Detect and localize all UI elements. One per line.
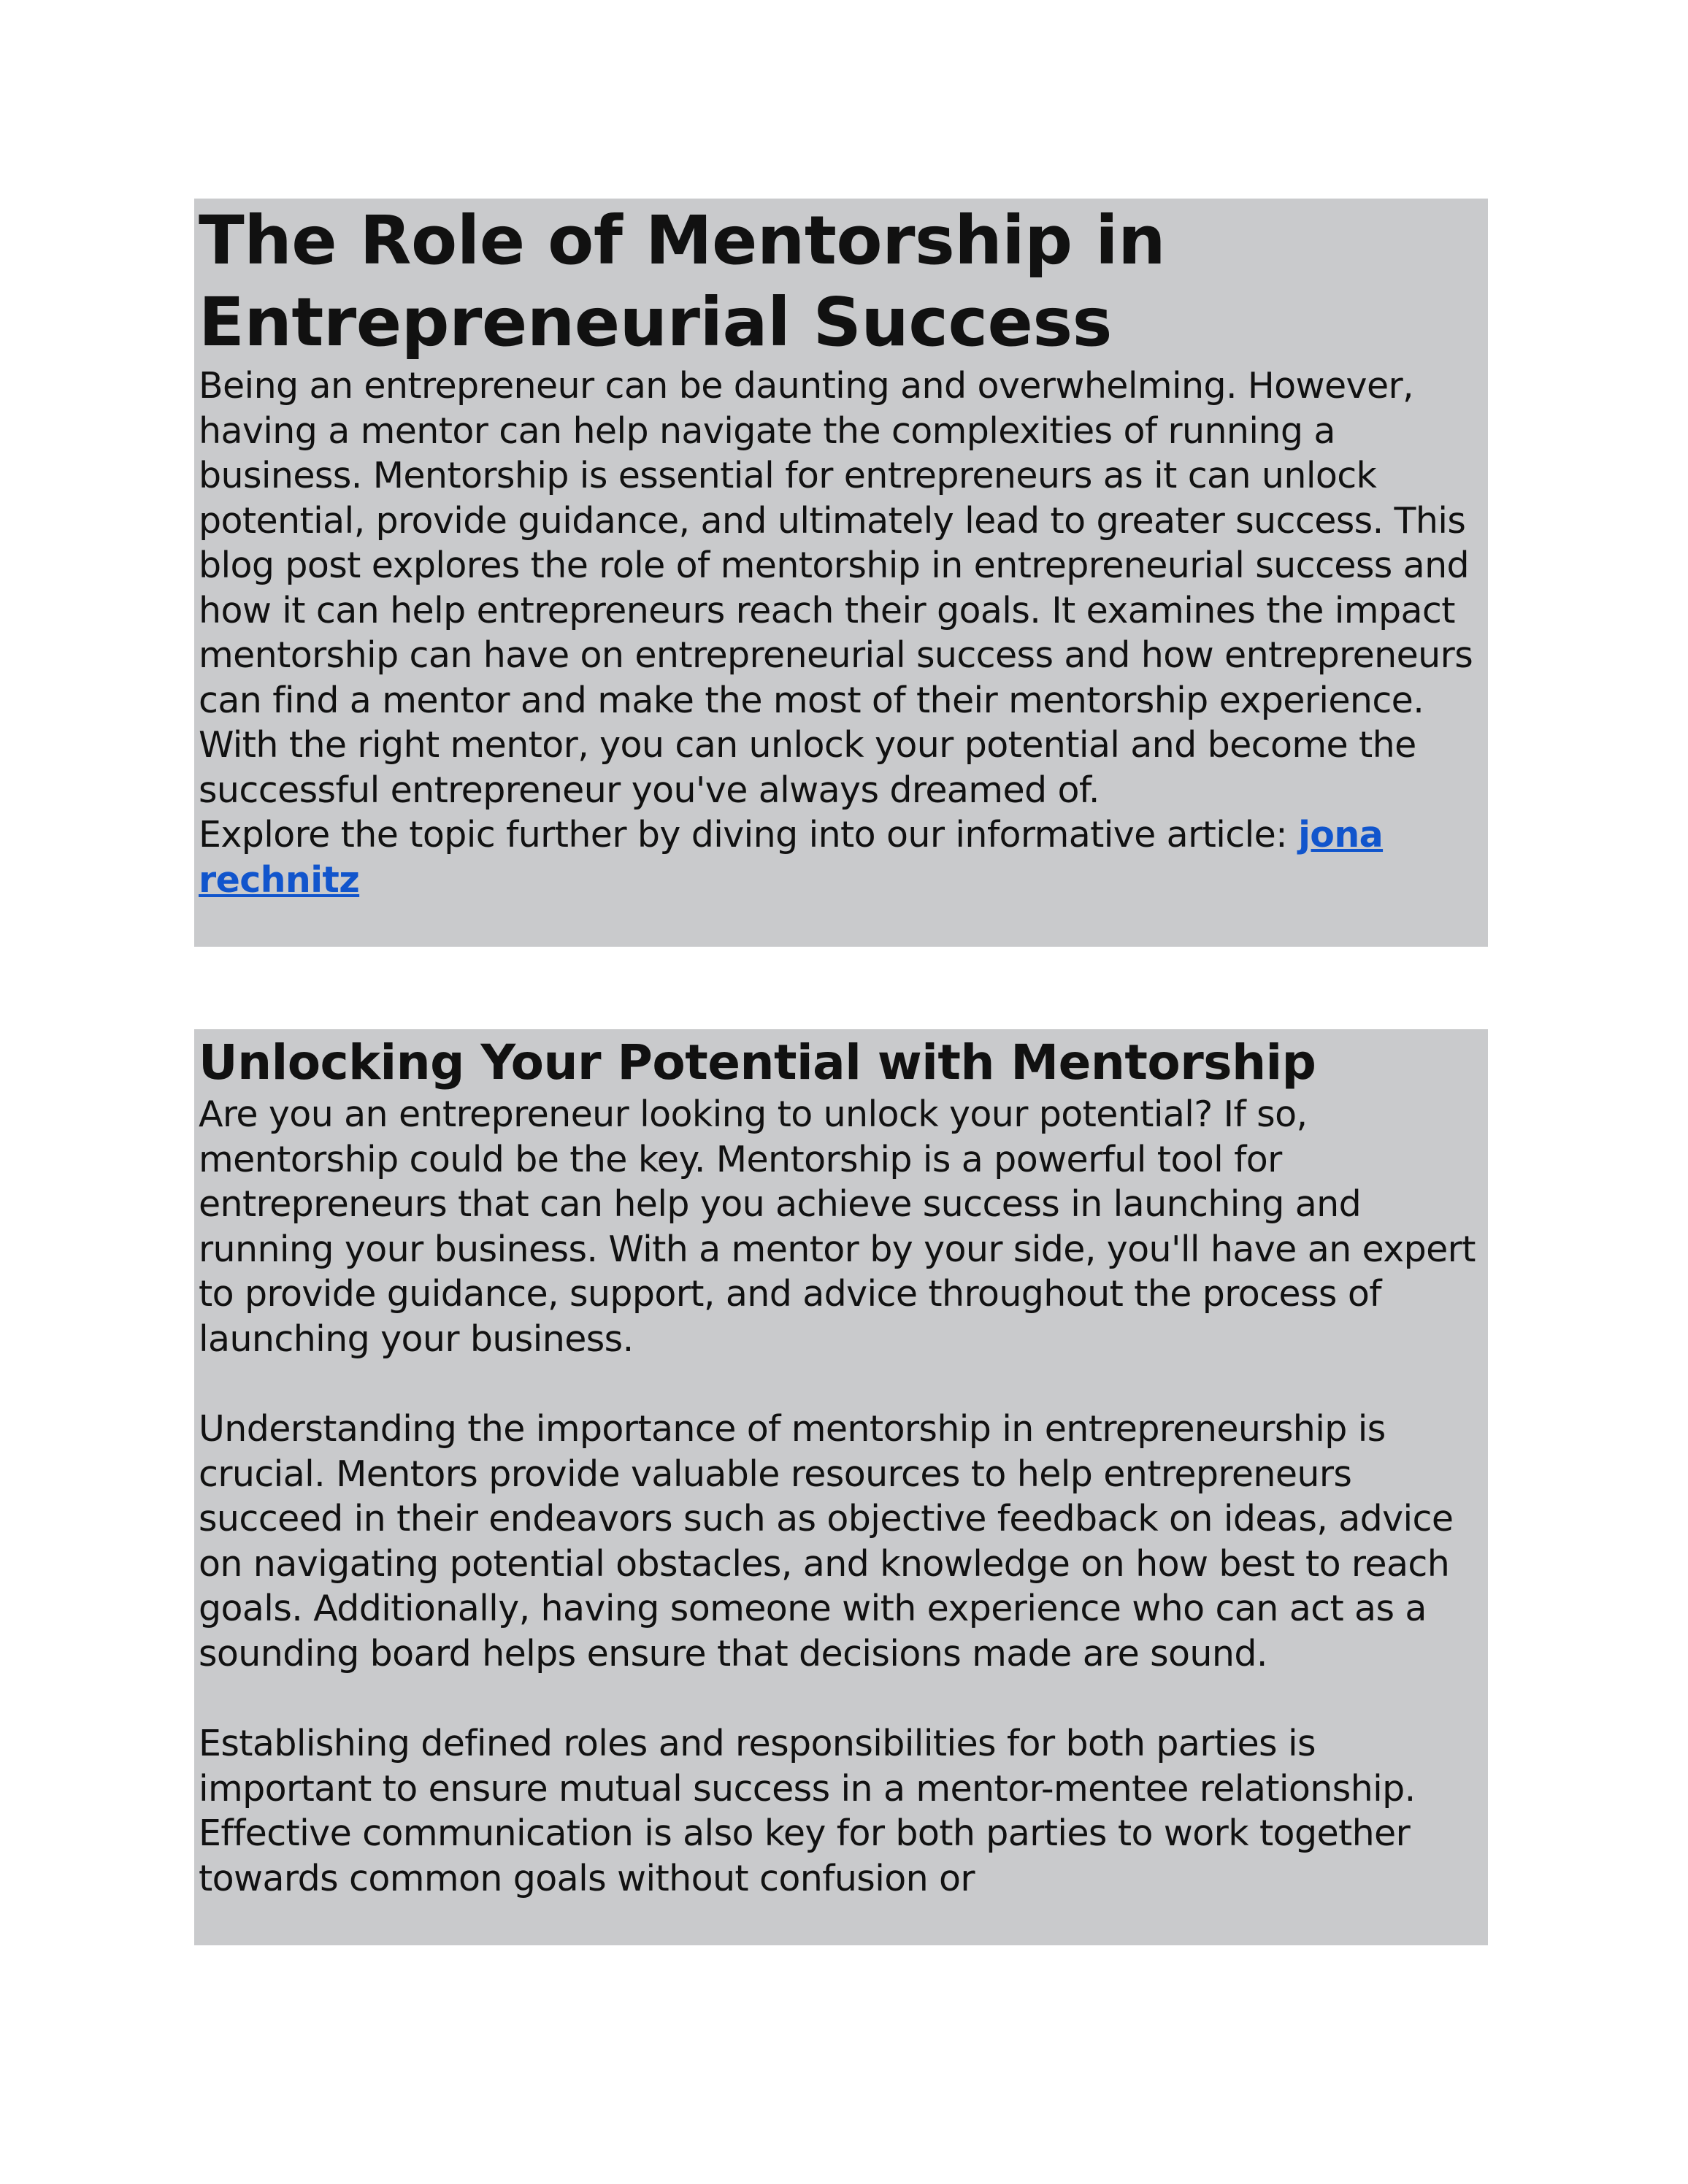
- intro-section: [194, 199, 1488, 947]
- intro-paragraph: Being an entrepreneur can be daunting and overwhelming. However, having a mentor can help navigate the complexities of running a business. Mentorship is essential for entrepreneurs as it can unlock potential, provide guidance, and ultimately lead to greater success. This blog post explores the role of mentorship in entrepreneurial success and how it can help entrepreneurs reach their goals. It examines the impact mentorship can have on entrepreneurial success and how entrepreneurs can find a mentor and make the most of their mentorship experience. With the right mentor, you can unlock your potential and become the successful entrepreneur you've always dreamed of.: [199, 365, 1473, 811]
- mentorship-section: [194, 1029, 1488, 1945]
- explore-paragraph: [199, 812, 1484, 902]
- section-heading: Unlocking Your Potential with Mentorship: [199, 1034, 1316, 1091]
- article-link[interactable]: jona rechnitz: [199, 814, 1384, 901]
- body-paragraph-1: Are you an entrepreneur looking to unlock your potential? If so, mentorship could be the key. Mentorship is a powerful tool for entrepreneurs that can help you achieve success in launching and running your business. With a mentor by your side, you'll have an expert to provide guidance, support, and advice throughout the process of launching your business.: [199, 1093, 1476, 1360]
- body-paragraph-2: Understanding the importance of mentorship in entrepreneurship is crucial. Mentors provide valuable resources to help entrepreneurs succeed in their endeavors such as objective feedback on ideas, advice on navigating potential obstacles, and knowledge on how best to reach goals. Additionally, having someone with experience who can act as a sounding board helps ensure that decisions made are sound.: [199, 1408, 1454, 1674]
- explore-text: Explore the topic further by diving into our informative article:: [199, 814, 1299, 855]
- body-paragraph-3: Establishing defined roles and responsibilities for both parties is important to ensure mutual success in a mentor-mentee relationship. Effective communication is also key for both parties to work together towards common goals without confusion or: [199, 1723, 1416, 1899]
- article-title: The Role of Mentorship in Entrepreneurial Success: [199, 201, 1166, 361]
